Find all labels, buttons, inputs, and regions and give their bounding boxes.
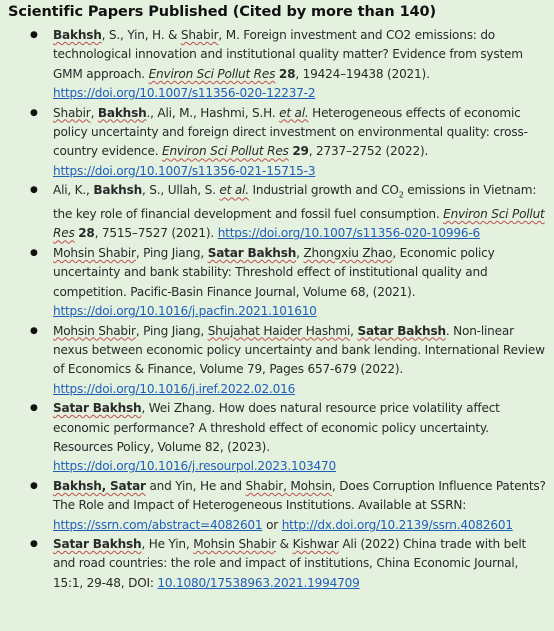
author-text: , S., Ullah, S.	[142, 183, 220, 198]
author-text: Kishwar	[292, 536, 339, 551]
volume: 28	[278, 66, 296, 81]
doi-link[interactable]: https://doi.org/10.1007/s11356-021-15715-3	[53, 163, 316, 178]
subscript: 2	[398, 190, 404, 200]
list-item	[6, 244, 548, 322]
doi-link[interactable]: https://doi.org/10.1007/s11356-020-10996-6	[217, 226, 481, 241]
author-text: Shabir	[180, 28, 219, 42]
citation-text: Heterogeneous effects of economic policy uncertainty and foreign direct investment on environmental quality: cross-country evidence.	[53, 105, 528, 159]
author-bold: Bakhsh, Satar	[53, 478, 146, 493]
author-text: ,	[350, 323, 358, 338]
citation-tail: , 2737–2752 (2022).	[308, 144, 429, 159]
citation-text: Ali (2022) China trade with belt and road countries: the role and impact of institutions, China Economic Journal, 15:1, 29-48, DOI:	[53, 536, 527, 590]
author-bold: Satar Bakhsh	[207, 245, 297, 260]
doi-link[interactable]: 10.1080/17538963.2021.1994709	[157, 575, 360, 590]
author-text: , Ping Jiang,	[135, 323, 208, 338]
list-item	[6, 104, 548, 182]
author-text: ., Ali, M., Hashmi, S.H.	[146, 105, 280, 120]
list-item	[6, 535, 548, 593]
author-text: Ali, K.,	[53, 183, 94, 198]
author-text: and Yin, He and	[145, 478, 246, 493]
author-bold: Bakhsh	[53, 28, 102, 42]
doi-link[interactable]: https://doi.org/10.1016/j.pacfin.2021.101610	[53, 304, 317, 319]
citation-text: , Economic policy uncertainty and bank stability: Threshold effect of institutional quality and competition. Pacific-Basin Finance Journal, Volume 68, (2021).	[53, 245, 495, 299]
citation-text: emissions in Vietnam: the key role of financial development and fossil fuel consumption.	[53, 183, 537, 222]
author-text: &	[276, 536, 293, 551]
list-item	[6, 322, 548, 400]
doi-link[interactable]: https://doi.org/10.1016/j.iref.2022.02.016	[53, 381, 296, 396]
et-al: et al.	[279, 105, 309, 120]
citation-tail: , 19424–19438 (2021).	[295, 66, 430, 81]
doi-link[interactable]: https://doi.org/10.1016/j.resourpol.2023.103470	[53, 459, 336, 474]
or-text: or	[262, 517, 282, 532]
doi-link[interactable]: https://doi.org/10.1007/s11356-020-12237-2	[53, 86, 316, 101]
author-text: Mohsin Shabir	[193, 536, 277, 551]
citation-text: , Does Corruption Influence Patents? The Role and Impact of Heterogeneous Institutions. Available at SSRN:	[53, 478, 546, 513]
citation-text: , Wei Zhang. How does natural resource price volatility affect economic performance? A threshold effect of economic policy uncertainty. Resources Policy, Volume 82, (2023).	[53, 401, 500, 454]
et-al: et al.	[219, 183, 249, 198]
author-bold: Bakhsh	[97, 105, 147, 120]
author-bold: Satar Bakhsh	[53, 401, 142, 416]
citation-text: , M. Foreign investment and CO2 emissions: do technological innovation and institutional quality matter? Evidence from system GMM approach.	[53, 28, 523, 81]
list-item	[6, 26, 548, 104]
list-item	[6, 181, 548, 244]
ssrn-link[interactable]: https://ssrn.com/abstract=4082601	[53, 517, 263, 532]
page-title: Scientific Papers Published (Cited by more than 140)	[8, 4, 437, 20]
author-text: Mohsin Shabir	[53, 245, 136, 260]
citation-tail: , 7515–7527 (2021).	[94, 226, 218, 241]
author-bold: Satar Bakhsh	[53, 536, 142, 551]
citation-text: Industrial growth and CO	[248, 183, 399, 198]
author-text: , S., Yin, H. &	[101, 28, 181, 42]
author-text: ,	[90, 105, 98, 120]
journal-name: Environ Sci Pollut Res	[148, 66, 276, 81]
reference-list	[6, 26, 548, 593]
doi-link[interactable]: http://dx.doi.org/10.2139/ssrn.4082601	[281, 517, 513, 532]
author-text: Mohsin Shabir	[53, 323, 136, 338]
author-bold: Satar Bakhsh	[357, 323, 446, 338]
journal-name: Environ Sci Pollut Res	[53, 207, 545, 241]
author-text: , Ping Jiang,	[135, 245, 208, 260]
author-text: ,	[296, 245, 304, 260]
author-text: Shabir	[53, 105, 91, 120]
list-item	[6, 399, 548, 477]
author-text: Shujahat Haider Hashmi	[207, 323, 351, 338]
volume: 28	[78, 226, 95, 241]
author-text: Zhongxiu Zhao	[303, 245, 393, 260]
author-text: , He Yin,	[141, 536, 194, 551]
volume: 29	[292, 144, 309, 159]
author-bold: Bakhsh	[93, 183, 142, 198]
citation-text: . Non-linear nexus between economic policy uncertainty and bank lending. International Review of Economics & Finance, Volume 79, Pages 657-679 (2022).	[53, 323, 545, 377]
journal-name: Environ Sci Pollut Res	[162, 144, 289, 159]
list-item	[6, 477, 548, 535]
author-text: Shabir, Mohsin	[245, 478, 332, 493]
